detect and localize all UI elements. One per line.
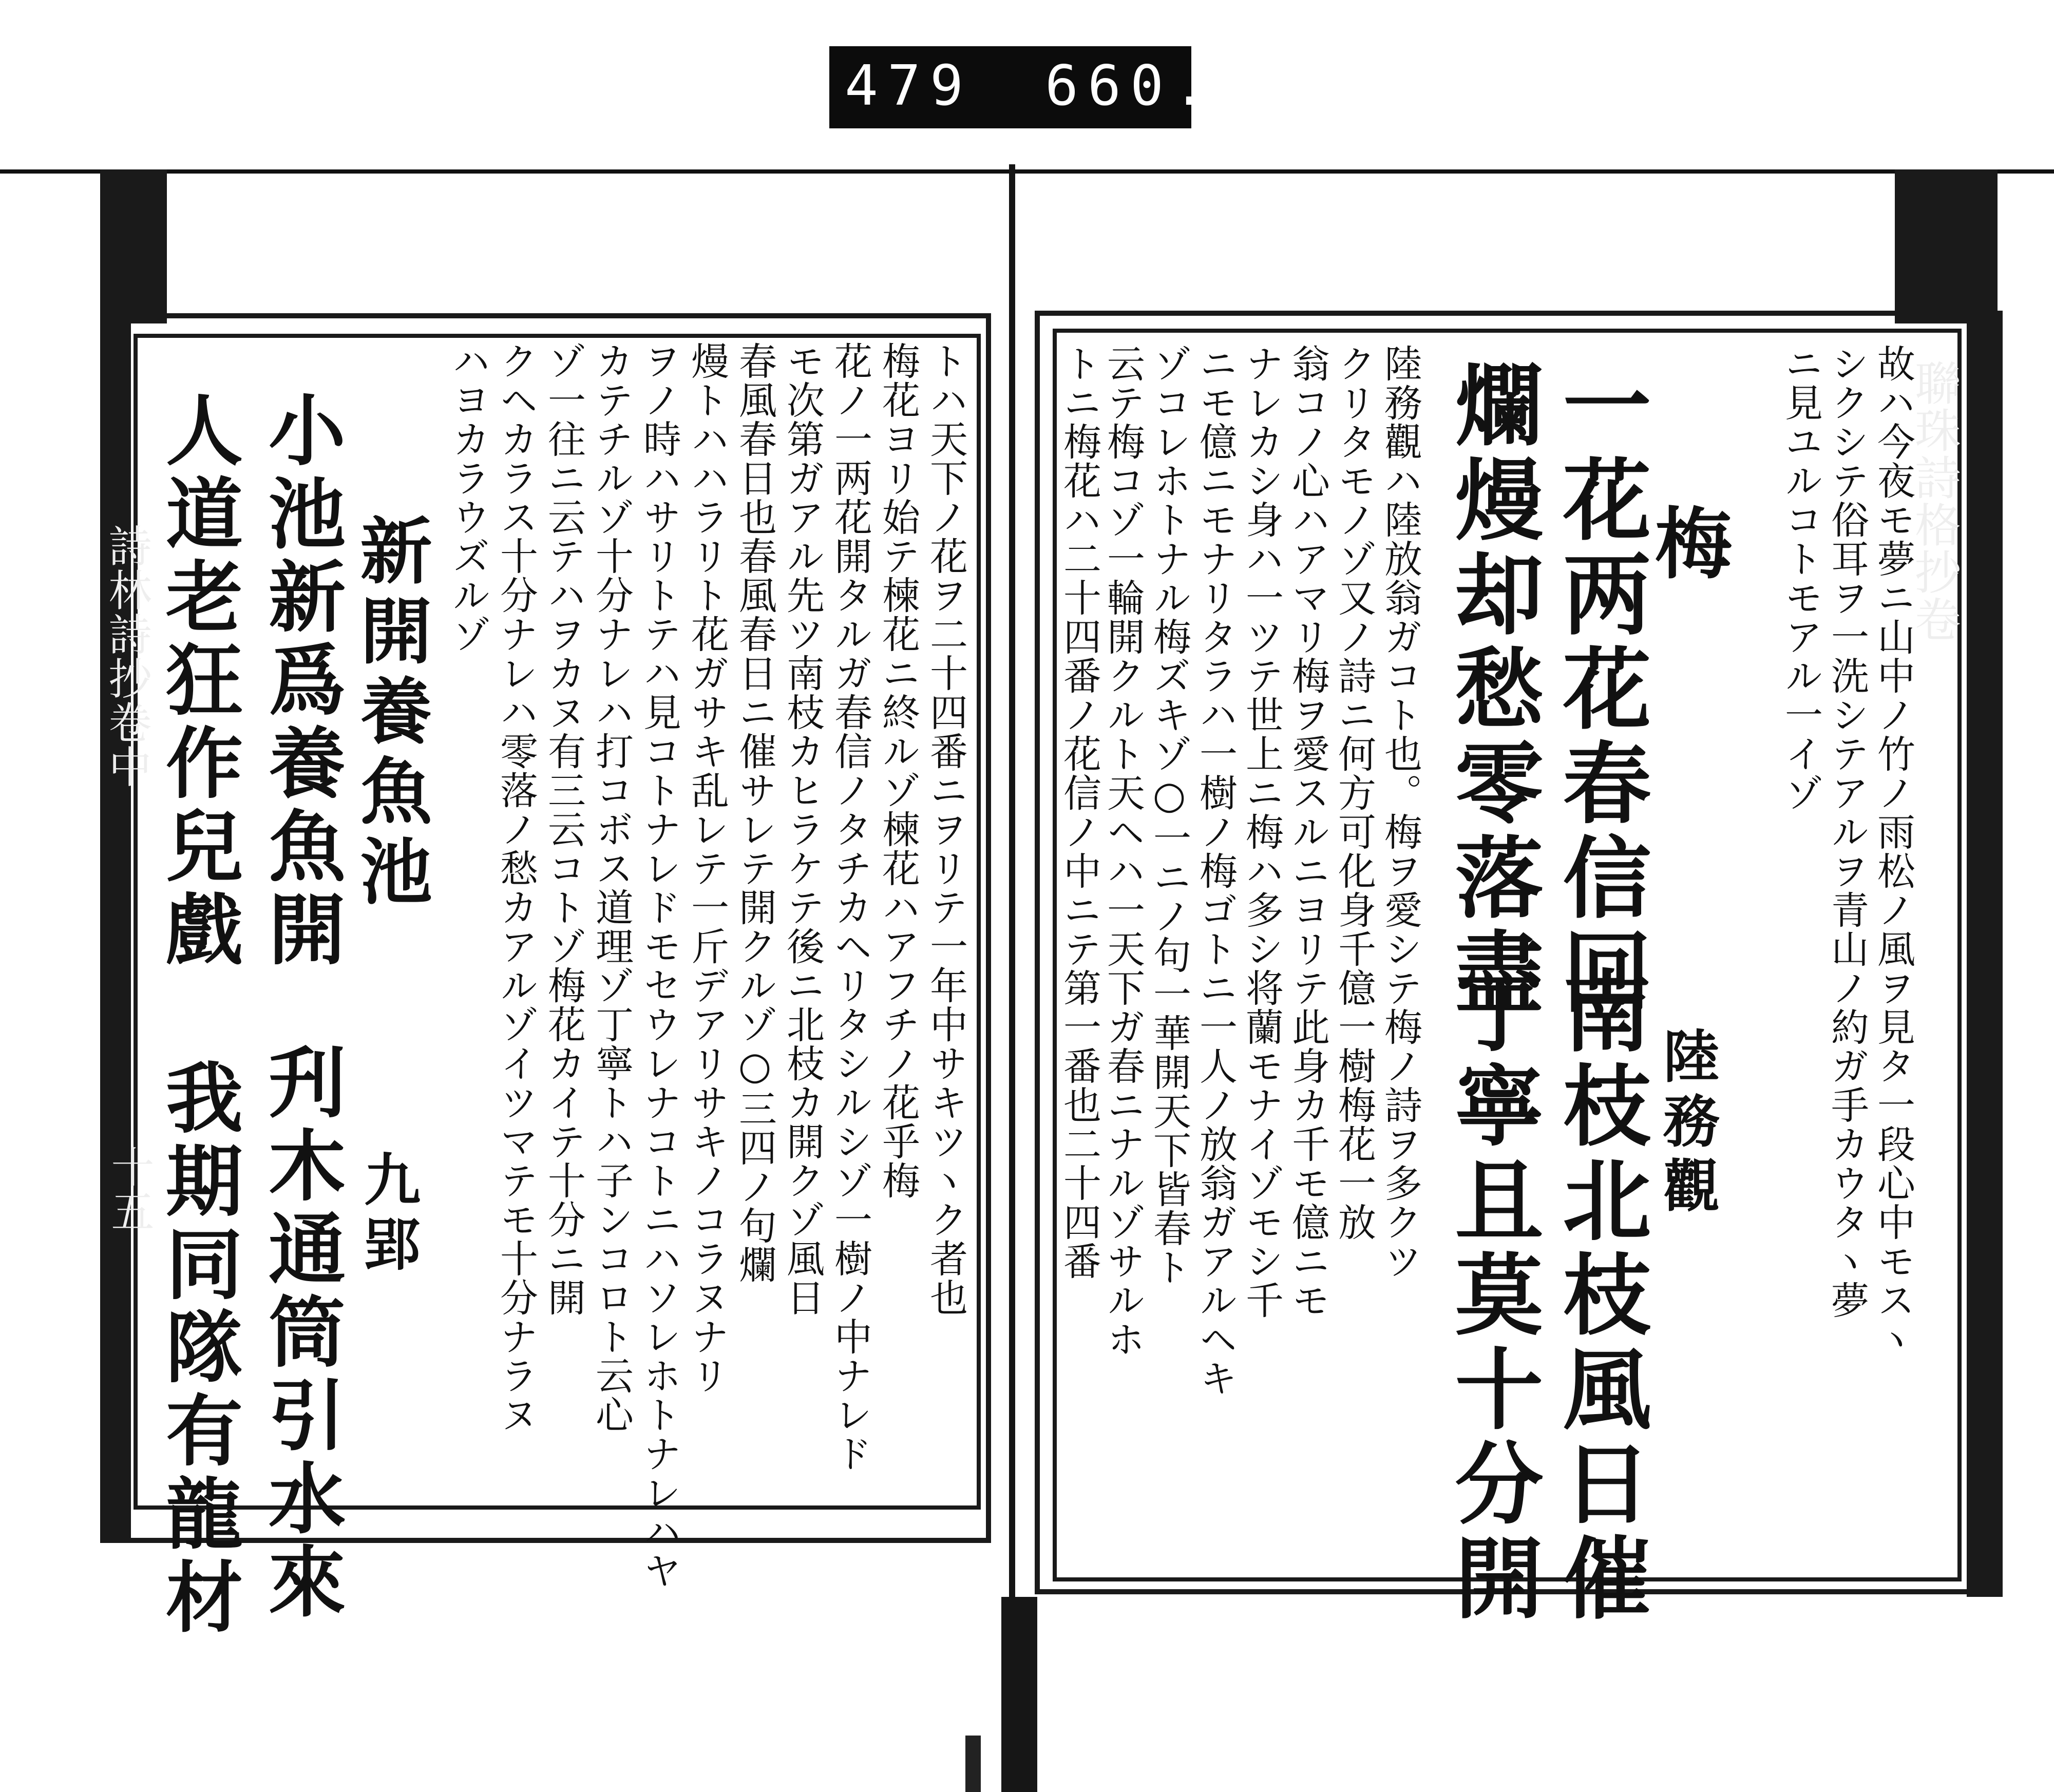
call-number-left: 479 bbox=[845, 54, 973, 118]
book-spine bbox=[1009, 164, 1015, 1643]
poem-title-fish-pond: 新開養魚池 bbox=[348, 513, 432, 914]
right-margin-title: 聯珠詩格抄卷 bbox=[1907, 359, 1961, 643]
poem-author-left: 九郢 bbox=[355, 1150, 421, 1280]
right-page-top-edge bbox=[1895, 169, 1998, 323]
left-commentary-3: 花ノ一两花開タルガ春信ノタチカヘリタシルシゾ一樹ノ中ナレド bbox=[828, 341, 872, 1473]
right-commentary-7: 云テ梅コゾ一輪開クルト天ヘハ一天下ガ春ニナルゾサルホ bbox=[1101, 344, 1145, 1359]
left-commentary-10: クヘカラス十分ナレハ零落ノ愁カアルゾイツマテモ十分ナラヌ bbox=[494, 341, 538, 1434]
right-intro-line-2: シクシテ俗耳ヲ一洗シテアルヲ青山ノ約ガ手カウタヽ夢 bbox=[1825, 344, 1869, 1320]
left-verse-line-4: 人道老狂作兒戲 bbox=[153, 390, 243, 973]
left-commentary-9: ゾ一往ニ云テハヲカヌ有三云コトゾ梅花カイテ十分ニ開 bbox=[542, 341, 586, 1317]
spine-stub-shadow bbox=[965, 1736, 981, 1792]
call-number-right: 660. bbox=[1045, 54, 1216, 118]
left-margin-title: 詩林詩抄卷中 bbox=[102, 524, 152, 789]
left-commentary-5: 春風春日也春風春日ニ催サレテ開クルゾ○三四ノ句爛 bbox=[733, 341, 777, 1284]
left-commentary-1: トハ天下ノ花ヲ二十四番ニヲリテ一年中サキツヽク者也 bbox=[924, 341, 968, 1317]
folio-number: 十五 bbox=[104, 1145, 155, 1233]
right-commentary-1: 陸務觀ハ陸放翁ガコト也。梅ヲ愛シテ梅ノ詩ヲ多クツ bbox=[1378, 344, 1422, 1281]
right-commentary-5: ニモ億ニモナリタラハ一樹ノ梅ゴトニ一人ノ放翁ガアルヘキ bbox=[1193, 344, 1238, 1398]
right-verse-line-4: 爛熳却愁零落盡 bbox=[1440, 359, 1545, 1021]
right-verse-line-1: 南枝北枝風日催 bbox=[1548, 965, 1652, 1627]
right-verse-line-2: 丁寧且莫十分開 bbox=[1440, 965, 1545, 1627]
top-rule bbox=[0, 169, 2054, 174]
left-page-outer-edge bbox=[100, 323, 131, 1540]
right-verse-line-3: 一花两花春信回 bbox=[1548, 359, 1652, 1021]
right-commentary-4: ナレカシ身ハ一ツテ世上ニ梅ハ多シ将蘭モナイゾモシ千 bbox=[1240, 344, 1284, 1320]
right-commentary-6: ゾコレホトナル梅ズキゾ○一ニノ句一華開天下皆春ト bbox=[1147, 344, 1191, 1287]
left-commentary-8: カテチルゾ十分ナレハ打コボス道理ゾ丁寧トハ子ンコロト云心 bbox=[589, 341, 634, 1434]
right-intro-line-1: 故ハ今夜モ夢ニ山中ノ竹ノ雨松ノ風ヲ見タ一段心中モスヽ bbox=[1871, 344, 1915, 1359]
right-page-outer-edge bbox=[1967, 318, 2003, 1597]
left-commentary-4: モ次第ガアル先ツ南枝カヒラケテ後ニ北枝カ開クゾ風日 bbox=[781, 341, 825, 1317]
left-commentary-2: 梅花ヨリ始テ楝花ニ終ルゾ楝花ハアフチノ花乎梅 bbox=[876, 341, 920, 1200]
poem-title-plum: 梅 bbox=[1642, 503, 1732, 596]
right-intro-line-3: ニ見ユルコトモアル一イゾ bbox=[1779, 344, 1823, 812]
poem-author-right: 陸務觀 bbox=[1654, 1027, 1720, 1221]
spine-stub bbox=[1001, 1597, 1037, 1792]
right-commentary-2: クリタモノゾ又ノ詩ニ何方可化身千億一樹梅花一放 bbox=[1332, 344, 1376, 1242]
left-commentary-11: ハヨカラウズルゾ bbox=[446, 341, 490, 654]
call-number-label bbox=[829, 46, 1216, 128]
left-verse-line-3: 我期同隊有龍材 bbox=[153, 1058, 243, 1640]
right-commentary-8: トニ梅花ハ二十四番ノ花信ノ中ニテ第一番也二十四番 bbox=[1057, 344, 1101, 1281]
right-commentary-3: 翁コノ心ハアマリ梅ヲ愛スルニヨリテ此身カ千モ億ニモ bbox=[1286, 344, 1330, 1320]
left-verse-line-1: 刋木通筒引水來 bbox=[255, 1042, 346, 1625]
left-verse-line-2: 小池新爲養魚開 bbox=[255, 390, 346, 973]
left-commentary-7: ヲノ時ハサリトテハ見コトナレドモセウレナコトニハソレホトナレハヤ bbox=[637, 341, 681, 1590]
left-commentary-6: 熳トハハラリト花ガサキ乱レテ一斤デアリサキノコラヌナリ bbox=[685, 341, 729, 1395]
left-page-top-edge bbox=[100, 169, 167, 323]
